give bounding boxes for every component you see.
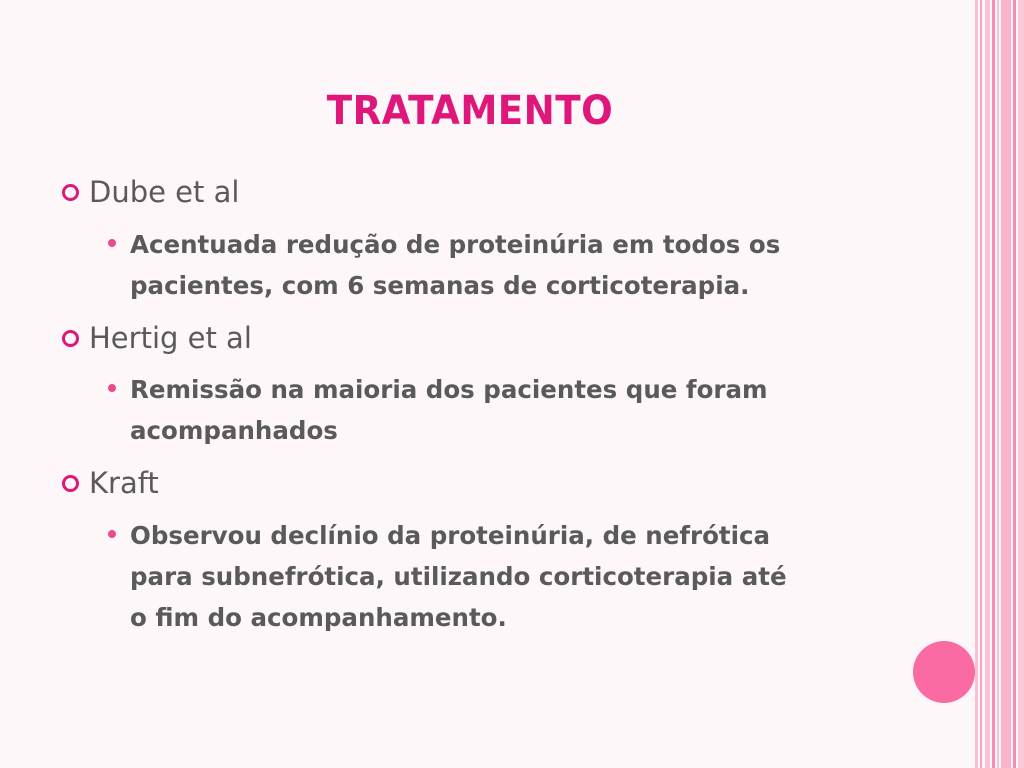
ring-bullet-icon [62,184,79,201]
ring-bullet-icon [62,330,79,347]
ring-bullet-icon [62,475,79,492]
decorative-stripe [1013,0,1016,768]
decorative-circle [913,641,975,703]
sub-bullet-dube [108,224,898,306]
decorative-stripe [997,0,999,768]
decorative-stripe [1018,0,1024,768]
decorative-stripe [1001,0,1011,768]
decorative-stripe [975,0,978,768]
decorative-stripe [992,0,995,768]
bullet-item-dube [62,172,239,212]
sub-bullet-kraft [108,515,898,638]
bullet-detail: Remissão na maioria dos pacientes que foram acompanhados [130,375,768,445]
decorative-stripe [980,0,982,768]
bullet-item-kraft [62,463,159,503]
bullet-detail: Acentuada redução de proteinúria em todos os pacientes, com 6 semanas de corticoterapia. [130,230,781,300]
dot-bullet-icon [108,239,116,247]
sub-bullet-hertig [108,369,898,451]
bullet-detail: Observou declínio da proteinúria, de nefrótica para subnefrótica, utilizando corticoterapia até o fim do acompanhamento. [130,521,787,632]
bullet-item-hertig [62,318,252,358]
bullet-heading: Kraft [89,466,159,500]
dot-bullet-icon [108,384,116,392]
bullet-heading: Dube et al [89,175,240,209]
bullet-heading: Hertig et al [89,321,252,355]
decorative-stripe [985,0,990,768]
slide-title: TRATAMENTO [326,88,614,134]
dot-bullet-icon [108,530,116,538]
